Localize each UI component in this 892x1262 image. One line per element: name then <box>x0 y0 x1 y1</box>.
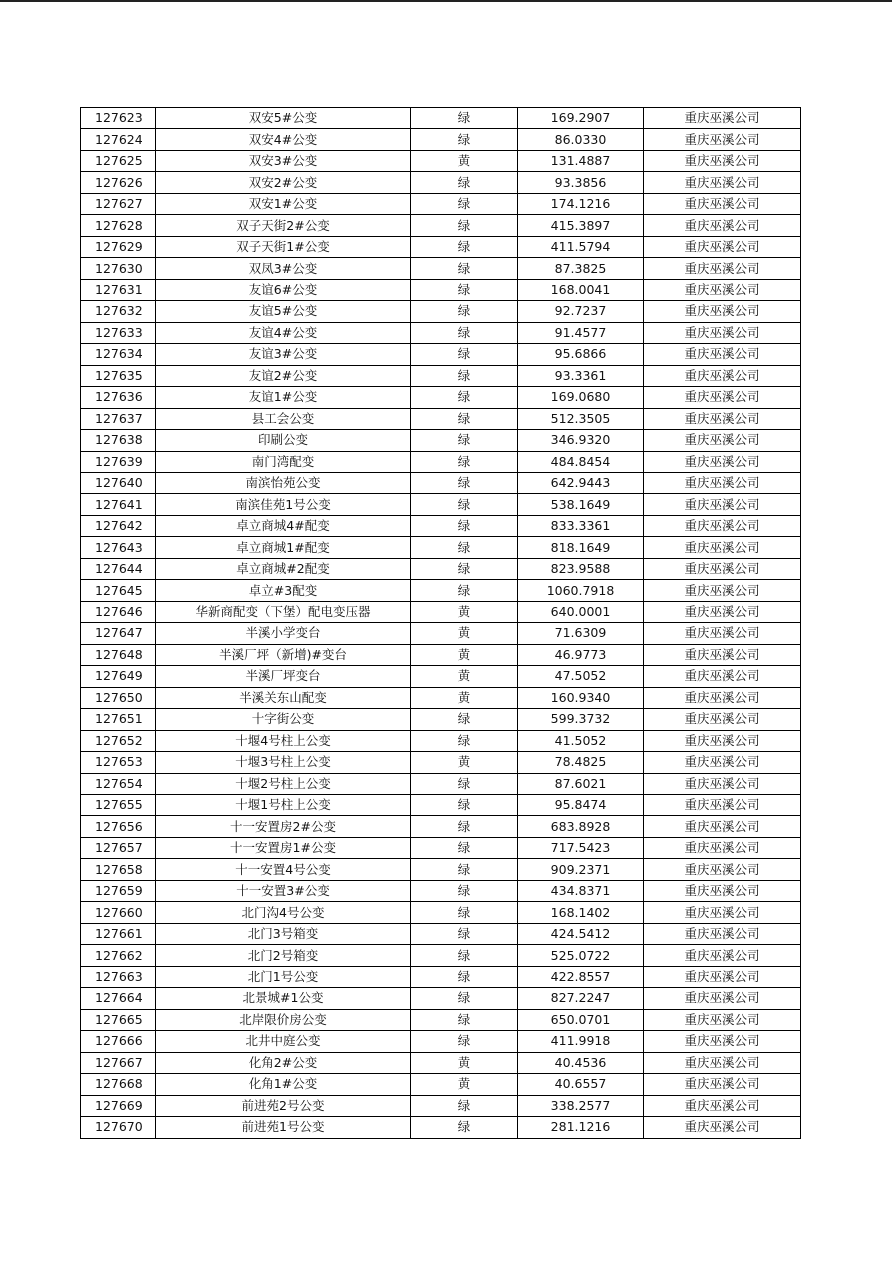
cell-company: 重庆巫溪公司 <box>644 859 801 880</box>
cell-id: 127659 <box>81 880 156 901</box>
cell-name: 十一安置3#公变 <box>156 880 411 901</box>
table-row <box>81 816 801 837</box>
table-row <box>81 601 801 622</box>
cell-name: 友谊3#公变 <box>156 344 411 365</box>
cell-company: 重庆巫溪公司 <box>644 837 801 858</box>
cell-status-color: 绿 <box>411 322 518 343</box>
cell-status-color: 绿 <box>411 902 518 923</box>
cell-company: 重庆巫溪公司 <box>644 945 801 966</box>
table-row <box>81 1052 801 1073</box>
cell-name: 十堰3号柱上公变 <box>156 752 411 773</box>
cell-company: 重庆巫溪公司 <box>644 644 801 665</box>
cell-company: 重庆巫溪公司 <box>644 795 801 816</box>
table-row <box>81 236 801 257</box>
cell-company: 重庆巫溪公司 <box>644 752 801 773</box>
cell-value: 92.7237 <box>518 301 644 322</box>
table-row <box>81 837 801 858</box>
cell-company: 重庆巫溪公司 <box>644 215 801 236</box>
cell-company: 重庆巫溪公司 <box>644 1117 801 1138</box>
table-row <box>81 730 801 751</box>
cell-id: 127632 <box>81 301 156 322</box>
cell-value: 512.3505 <box>518 408 644 429</box>
cell-status-color: 绿 <box>411 301 518 322</box>
cell-id: 127629 <box>81 236 156 257</box>
cell-id: 127669 <box>81 1095 156 1116</box>
cell-value: 909.2371 <box>518 859 644 880</box>
table-row <box>81 365 801 386</box>
table-row <box>81 988 801 1009</box>
cell-name: 双凤3#公变 <box>156 258 411 279</box>
cell-id: 127626 <box>81 172 156 193</box>
cell-name: 卓立商城1#配变 <box>156 537 411 558</box>
cell-company: 重庆巫溪公司 <box>644 966 801 987</box>
cell-status-color: 绿 <box>411 880 518 901</box>
table-row <box>81 666 801 687</box>
cell-status-color: 绿 <box>411 344 518 365</box>
cell-status-color: 绿 <box>411 430 518 451</box>
cell-status-color: 绿 <box>411 1009 518 1030</box>
cell-value: 93.3361 <box>518 365 644 386</box>
cell-company: 重庆巫溪公司 <box>644 666 801 687</box>
cell-value: 525.0722 <box>518 945 644 966</box>
cell-company: 重庆巫溪公司 <box>644 129 801 150</box>
cell-name: 半溪小学变台 <box>156 623 411 644</box>
cell-id: 127641 <box>81 494 156 515</box>
cell-company: 重庆巫溪公司 <box>644 515 801 536</box>
cell-value: 833.3361 <box>518 515 644 536</box>
cell-name: 北门2号箱变 <box>156 945 411 966</box>
table-row <box>81 215 801 236</box>
cell-status-color: 黄 <box>411 150 518 171</box>
cell-name: 双子天街1#公变 <box>156 236 411 257</box>
cell-company: 重庆巫溪公司 <box>644 108 801 129</box>
cell-name: 化角2#公变 <box>156 1052 411 1073</box>
cell-status-color: 绿 <box>411 558 518 579</box>
cell-company: 重庆巫溪公司 <box>644 344 801 365</box>
cell-name: 双安3#公变 <box>156 150 411 171</box>
table-row <box>81 859 801 880</box>
cell-company: 重庆巫溪公司 <box>644 472 801 493</box>
cell-company: 重庆巫溪公司 <box>644 601 801 622</box>
cell-value: 1060.7918 <box>518 580 644 601</box>
cell-id: 127665 <box>81 1009 156 1030</box>
cell-status-color: 绿 <box>411 129 518 150</box>
cell-status-color: 绿 <box>411 1117 518 1138</box>
cell-name: 北景城#1公变 <box>156 988 411 1009</box>
cell-status-color: 绿 <box>411 773 518 794</box>
cell-id: 127650 <box>81 687 156 708</box>
table-row <box>81 451 801 472</box>
cell-company: 重庆巫溪公司 <box>644 494 801 515</box>
cell-status-color: 绿 <box>411 966 518 987</box>
cell-name: 十一安置房2#公变 <box>156 816 411 837</box>
cell-company: 重庆巫溪公司 <box>644 1031 801 1052</box>
cell-name: 双安2#公变 <box>156 172 411 193</box>
cell-company: 重庆巫溪公司 <box>644 902 801 923</box>
cell-name: 前进苑2号公变 <box>156 1095 411 1116</box>
cell-status-color: 黄 <box>411 623 518 644</box>
cell-value: 174.1216 <box>518 193 644 214</box>
table-row <box>81 902 801 923</box>
cell-value: 87.6021 <box>518 773 644 794</box>
cell-name: 卓立商城4#配变 <box>156 515 411 536</box>
cell-value: 169.0680 <box>518 387 644 408</box>
cell-id: 127668 <box>81 1074 156 1095</box>
table-body <box>81 108 801 1139</box>
cell-status-color: 绿 <box>411 515 518 536</box>
cell-name: 北门1号公变 <box>156 966 411 987</box>
cell-name: 卓立#3配变 <box>156 580 411 601</box>
cell-status-color: 绿 <box>411 172 518 193</box>
cell-company: 重庆巫溪公司 <box>644 537 801 558</box>
cell-value: 160.9340 <box>518 687 644 708</box>
cell-id: 127642 <box>81 515 156 536</box>
table-row <box>81 644 801 665</box>
cell-id: 127640 <box>81 472 156 493</box>
cell-value: 422.8557 <box>518 966 644 987</box>
table-row <box>81 515 801 536</box>
cell-value: 40.4536 <box>518 1052 644 1073</box>
cell-name: 北岸限价房公变 <box>156 1009 411 1030</box>
cell-name: 华新商配变（下堡）配电变压器 <box>156 601 411 622</box>
cell-id: 127662 <box>81 945 156 966</box>
cell-id: 127656 <box>81 816 156 837</box>
cell-value: 827.2247 <box>518 988 644 1009</box>
cell-name: 半溪关东山配变 <box>156 687 411 708</box>
cell-value: 131.4887 <box>518 150 644 171</box>
table-row <box>81 258 801 279</box>
table-row <box>81 687 801 708</box>
cell-value: 78.4825 <box>518 752 644 773</box>
cell-value: 338.2577 <box>518 1095 644 1116</box>
cell-company: 重庆巫溪公司 <box>644 451 801 472</box>
table-row <box>81 558 801 579</box>
cell-name: 南滨佳苑1号公变 <box>156 494 411 515</box>
table-row <box>81 1117 801 1138</box>
cell-company: 重庆巫溪公司 <box>644 236 801 257</box>
cell-company: 重庆巫溪公司 <box>644 322 801 343</box>
cell-id: 127623 <box>81 108 156 129</box>
cell-value: 168.0041 <box>518 279 644 300</box>
cell-value: 411.5794 <box>518 236 644 257</box>
cell-status-color: 绿 <box>411 365 518 386</box>
table-row <box>81 880 801 901</box>
cell-status-color: 绿 <box>411 215 518 236</box>
cell-name: 友谊1#公变 <box>156 387 411 408</box>
cell-id: 127654 <box>81 773 156 794</box>
cell-company: 重庆巫溪公司 <box>644 709 801 730</box>
cell-id: 127624 <box>81 129 156 150</box>
table-row <box>81 193 801 214</box>
cell-status-color: 黄 <box>411 1074 518 1095</box>
cell-id: 127643 <box>81 537 156 558</box>
cell-company: 重庆巫溪公司 <box>644 387 801 408</box>
cell-name: 友谊4#公变 <box>156 322 411 343</box>
cell-name: 双安5#公变 <box>156 108 411 129</box>
cell-name: 友谊2#公变 <box>156 365 411 386</box>
cell-id: 127653 <box>81 752 156 773</box>
transformer-table <box>80 107 801 1139</box>
cell-value: 87.3825 <box>518 258 644 279</box>
cell-value: 599.3732 <box>518 709 644 730</box>
cell-value: 538.1649 <box>518 494 644 515</box>
cell-status-color: 绿 <box>411 451 518 472</box>
cell-id: 127667 <box>81 1052 156 1073</box>
cell-id: 127661 <box>81 923 156 944</box>
cell-status-color: 绿 <box>411 1031 518 1052</box>
cell-id: 127646 <box>81 601 156 622</box>
cell-id: 127664 <box>81 988 156 1009</box>
cell-name: 印刷公变 <box>156 430 411 451</box>
cell-status-color: 绿 <box>411 108 518 129</box>
cell-company: 重庆巫溪公司 <box>644 580 801 601</box>
table-row <box>81 945 801 966</box>
cell-value: 169.2907 <box>518 108 644 129</box>
cell-value: 91.4577 <box>518 322 644 343</box>
cell-id: 127625 <box>81 150 156 171</box>
cell-id: 127657 <box>81 837 156 858</box>
cell-id: 127631 <box>81 279 156 300</box>
cell-id: 127666 <box>81 1031 156 1052</box>
cell-value: 168.1402 <box>518 902 644 923</box>
cell-id: 127663 <box>81 966 156 987</box>
cell-value: 346.9320 <box>518 430 644 451</box>
cell-status-color: 黄 <box>411 687 518 708</box>
cell-status-color: 绿 <box>411 795 518 816</box>
cell-value: 86.0330 <box>518 129 644 150</box>
cell-id: 127670 <box>81 1117 156 1138</box>
cell-id: 127635 <box>81 365 156 386</box>
table-row <box>81 344 801 365</box>
cell-company: 重庆巫溪公司 <box>644 279 801 300</box>
cell-company: 重庆巫溪公司 <box>644 172 801 193</box>
cell-name: 县工会公变 <box>156 408 411 429</box>
table-row <box>81 301 801 322</box>
cell-value: 818.1649 <box>518 537 644 558</box>
cell-status-color: 绿 <box>411 923 518 944</box>
table-row <box>81 472 801 493</box>
cell-company: 重庆巫溪公司 <box>644 730 801 751</box>
cell-company: 重庆巫溪公司 <box>644 816 801 837</box>
cell-status-color: 绿 <box>411 988 518 1009</box>
cell-status-color: 绿 <box>411 859 518 880</box>
cell-name: 十一安置4号公变 <box>156 859 411 880</box>
cell-id: 127639 <box>81 451 156 472</box>
cell-id: 127644 <box>81 558 156 579</box>
cell-company: 重庆巫溪公司 <box>644 623 801 644</box>
cell-name: 十堰1号柱上公变 <box>156 795 411 816</box>
cell-value: 415.3897 <box>518 215 644 236</box>
cell-value: 95.8474 <box>518 795 644 816</box>
cell-name: 前进苑1号公变 <box>156 1117 411 1138</box>
cell-company: 重庆巫溪公司 <box>644 880 801 901</box>
cell-value: 40.6557 <box>518 1074 644 1095</box>
cell-company: 重庆巫溪公司 <box>644 193 801 214</box>
cell-id: 127647 <box>81 623 156 644</box>
cell-company: 重庆巫溪公司 <box>644 430 801 451</box>
cell-status-color: 绿 <box>411 816 518 837</box>
cell-status-color: 绿 <box>411 279 518 300</box>
cell-id: 127628 <box>81 215 156 236</box>
cell-company: 重庆巫溪公司 <box>644 558 801 579</box>
table-row <box>81 1031 801 1052</box>
cell-status-color: 黄 <box>411 644 518 665</box>
cell-value: 640.0001 <box>518 601 644 622</box>
table-row <box>81 150 801 171</box>
cell-value: 434.8371 <box>518 880 644 901</box>
cell-company: 重庆巫溪公司 <box>644 923 801 944</box>
cell-value: 484.8454 <box>518 451 644 472</box>
cell-value: 41.5052 <box>518 730 644 751</box>
cell-name: 北门3号箱变 <box>156 923 411 944</box>
cell-name: 化角1#公变 <box>156 1074 411 1095</box>
table-row <box>81 108 801 129</box>
table-row <box>81 752 801 773</box>
cell-company: 重庆巫溪公司 <box>644 150 801 171</box>
cell-id: 127652 <box>81 730 156 751</box>
table-row <box>81 322 801 343</box>
cell-status-color: 黄 <box>411 752 518 773</box>
cell-status-color: 绿 <box>411 945 518 966</box>
cell-name: 友谊6#公变 <box>156 279 411 300</box>
cell-name: 十堰4号柱上公变 <box>156 730 411 751</box>
table-row <box>81 773 801 794</box>
table-row <box>81 172 801 193</box>
table-row <box>81 923 801 944</box>
cell-status-color: 绿 <box>411 236 518 257</box>
cell-company: 重庆巫溪公司 <box>644 1009 801 1030</box>
cell-name: 双子天街2#公变 <box>156 215 411 236</box>
cell-value: 642.9443 <box>518 472 644 493</box>
cell-company: 重庆巫溪公司 <box>644 1074 801 1095</box>
cell-value: 717.5423 <box>518 837 644 858</box>
cell-id: 127651 <box>81 709 156 730</box>
cell-status-color: 绿 <box>411 408 518 429</box>
cell-name: 半溪厂坪（新增)#变台 <box>156 644 411 665</box>
cell-value: 823.9588 <box>518 558 644 579</box>
table-row <box>81 1074 801 1095</box>
cell-value: 95.6866 <box>518 344 644 365</box>
cell-company: 重庆巫溪公司 <box>644 408 801 429</box>
cell-status-color: 绿 <box>411 730 518 751</box>
cell-status-color: 绿 <box>411 709 518 730</box>
table-row <box>81 537 801 558</box>
cell-status-color: 绿 <box>411 537 518 558</box>
cell-status-color: 黄 <box>411 601 518 622</box>
cell-company: 重庆巫溪公司 <box>644 988 801 1009</box>
cell-id: 127627 <box>81 193 156 214</box>
cell-name: 半溪厂坪变台 <box>156 666 411 687</box>
cell-company: 重庆巫溪公司 <box>644 773 801 794</box>
cell-status-color: 绿 <box>411 472 518 493</box>
table-row <box>81 795 801 816</box>
table-row <box>81 709 801 730</box>
cell-name: 南滨怡苑公变 <box>156 472 411 493</box>
cell-company: 重庆巫溪公司 <box>644 1052 801 1073</box>
cell-id: 127634 <box>81 344 156 365</box>
cell-name: 十一安置房1#公变 <box>156 837 411 858</box>
cell-name: 双安1#公变 <box>156 193 411 214</box>
cell-company: 重庆巫溪公司 <box>644 258 801 279</box>
cell-value: 71.6309 <box>518 623 644 644</box>
cell-company: 重庆巫溪公司 <box>644 365 801 386</box>
table-row <box>81 1095 801 1116</box>
cell-id: 127638 <box>81 430 156 451</box>
table-row <box>81 580 801 601</box>
cell-status-color: 绿 <box>411 387 518 408</box>
cell-status-color: 绿 <box>411 494 518 515</box>
cell-name: 北门沟4号公变 <box>156 902 411 923</box>
table-row <box>81 279 801 300</box>
cell-name: 北井中庭公变 <box>156 1031 411 1052</box>
cell-id: 127649 <box>81 666 156 687</box>
cell-id: 127658 <box>81 859 156 880</box>
cell-status-color: 绿 <box>411 258 518 279</box>
cell-value: 46.9773 <box>518 644 644 665</box>
cell-id: 127660 <box>81 902 156 923</box>
cell-name: 友谊5#公变 <box>156 301 411 322</box>
cell-value: 281.1216 <box>518 1117 644 1138</box>
cell-status-color: 绿 <box>411 837 518 858</box>
cell-name: 卓立商城#2配变 <box>156 558 411 579</box>
cell-value: 424.5412 <box>518 923 644 944</box>
table-row <box>81 387 801 408</box>
table-row <box>81 1009 801 1030</box>
cell-value: 411.9918 <box>518 1031 644 1052</box>
cell-company: 重庆巫溪公司 <box>644 687 801 708</box>
cell-name: 十字街公变 <box>156 709 411 730</box>
cell-status-color: 黄 <box>411 666 518 687</box>
cell-status-color: 黄 <box>411 1052 518 1073</box>
table-row <box>81 430 801 451</box>
cell-value: 650.0701 <box>518 1009 644 1030</box>
cell-value: 683.8928 <box>518 816 644 837</box>
cell-name: 南门湾配变 <box>156 451 411 472</box>
cell-name: 十堰2号柱上公变 <box>156 773 411 794</box>
table-row <box>81 623 801 644</box>
page-top-border <box>0 0 892 2</box>
table-row <box>81 494 801 515</box>
cell-id: 127633 <box>81 322 156 343</box>
cell-status-color: 绿 <box>411 193 518 214</box>
cell-id: 127655 <box>81 795 156 816</box>
cell-id: 127637 <box>81 408 156 429</box>
table-row <box>81 129 801 150</box>
cell-value: 47.5052 <box>518 666 644 687</box>
table-row <box>81 966 801 987</box>
cell-id: 127636 <box>81 387 156 408</box>
cell-company: 重庆巫溪公司 <box>644 301 801 322</box>
cell-id: 127630 <box>81 258 156 279</box>
cell-id: 127645 <box>81 580 156 601</box>
cell-id: 127648 <box>81 644 156 665</box>
cell-name: 双安4#公变 <box>156 129 411 150</box>
cell-status-color: 绿 <box>411 580 518 601</box>
cell-company: 重庆巫溪公司 <box>644 1095 801 1116</box>
cell-value: 93.3856 <box>518 172 644 193</box>
table-row <box>81 408 801 429</box>
cell-status-color: 绿 <box>411 1095 518 1116</box>
